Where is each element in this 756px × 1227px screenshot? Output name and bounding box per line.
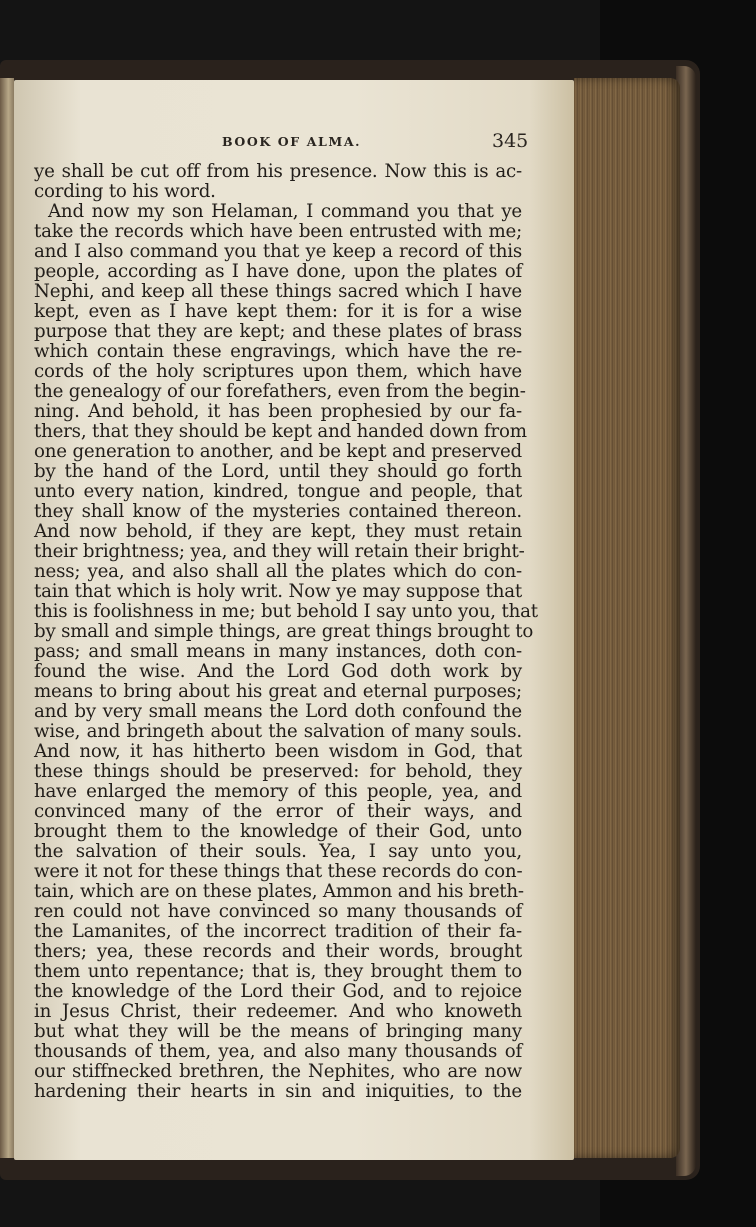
text-line: thers, that they should be kept and handed down from — [34, 421, 527, 442]
text-line: the knowledge of the Lord their God, and to rejoice — [34, 981, 522, 1002]
text-line: found the wise. And the Lord God doth work by — [34, 661, 522, 682]
page-number: 345 — [492, 130, 529, 152]
text-line: wise, and bringeth about the salvation of many souls. — [34, 721, 522, 742]
text-line: tain that which is holy writ. Now ye may suppose that — [34, 581, 522, 602]
text-line: pass; and small means in many instances, doth con- — [34, 641, 522, 662]
text-line: but what they will be the means of bringing many — [34, 1021, 522, 1042]
text-line: Nephi, and keep all these things sacred which I have — [34, 281, 522, 302]
text-line: ye shall be cut off from his presence. Now this is ac- — [34, 161, 522, 182]
text-line: And now my son Helaman, I command you that ye — [48, 201, 522, 222]
text-line: convinced many of the error of their ways, and — [34, 801, 522, 822]
text-line: thousands of them, yea, and also many thousands of — [34, 1041, 522, 1062]
text-line: people, according as I have done, upon the plates of — [34, 261, 522, 282]
text-line: purpose that they are kept; and these plates of brass — [34, 321, 522, 342]
text-line: take the records which have been entrusted with me; — [34, 221, 522, 242]
text-line: them unto repentance; that is, they brought them to — [34, 961, 522, 982]
text-line: in Jesus Christ, their redeemer. And who knoweth — [34, 1001, 522, 1022]
text-line: cording to his word. — [34, 181, 216, 202]
text-line: their brightness; yea, and they will retain their bright- — [34, 541, 525, 562]
text-line: these things should be preserved: for behold, they — [34, 761, 522, 782]
text-line: the genealogy of our forefathers, even from the begin- — [34, 381, 526, 402]
text-line: and I also command you that ye keep a record of this — [34, 241, 522, 262]
text-line: the salvation of their souls. Yea, I say unto you, — [34, 841, 522, 862]
text-line: tain, which are on these plates, Ammon and his breth- — [34, 881, 524, 902]
text-line: cords of the holy scriptures upon them, which have — [34, 361, 522, 382]
text-line: have enlarged the memory of this people, yea, and — [34, 781, 522, 802]
text-line: hardening their hearts in sin and iniquities, to the — [34, 1081, 522, 1102]
text-line: And now behold, if they are kept, they must retain — [34, 521, 522, 542]
text-line: were it not for these things that these records do con- — [34, 861, 523, 882]
text-line: by small and simple things, are great things brought to — [34, 621, 534, 642]
text-line: ren could not have convinced so many thousands of — [34, 901, 522, 922]
text-line: kept, even as I have kept them: for it is for a wise — [34, 301, 522, 322]
text-line: means to bring about his great and eternal purposes; — [34, 681, 522, 702]
text-line: And now, it has hitherto been wisdom in God, that — [34, 741, 522, 762]
text-line: ning. And behold, it has been prophesied by our fa- — [34, 401, 522, 422]
previous-page-edge — [0, 78, 14, 1158]
text-line: unto every nation, kindred, tongue and people, that — [34, 481, 522, 502]
text-line: the Lamanites, of the incorrect tradition of their fa- — [34, 921, 522, 942]
text-line: one generation to another, and be kept and preserved — [34, 441, 522, 462]
page-fore-edge — [574, 78, 680, 1158]
text-line: this is foolishness in me; but behold I say unto you, that — [34, 601, 538, 622]
text-line: they shall know of the mysteries contained thereon. — [34, 501, 522, 522]
text-line: brought them to the knowledge of their God, unto — [34, 821, 522, 842]
text-line: which contain these engravings, which have the re- — [34, 341, 522, 362]
body-text — [34, 161, 538, 1102]
text-line: ness; yea, and also shall all the plates which do con- — [34, 561, 522, 582]
running-head-title: BOOK OF ALMA. — [222, 134, 362, 149]
text-line: by the hand of the Lord, until they should go forth — [34, 461, 522, 482]
text-line: our stiffnecked brethren, the Nephites, who are now — [34, 1061, 522, 1082]
text-line: thers; yea, these records and their words, brought — [34, 941, 522, 962]
running-head — [36, 130, 536, 150]
text-line: and by very small means the Lord doth confound the — [34, 701, 522, 722]
